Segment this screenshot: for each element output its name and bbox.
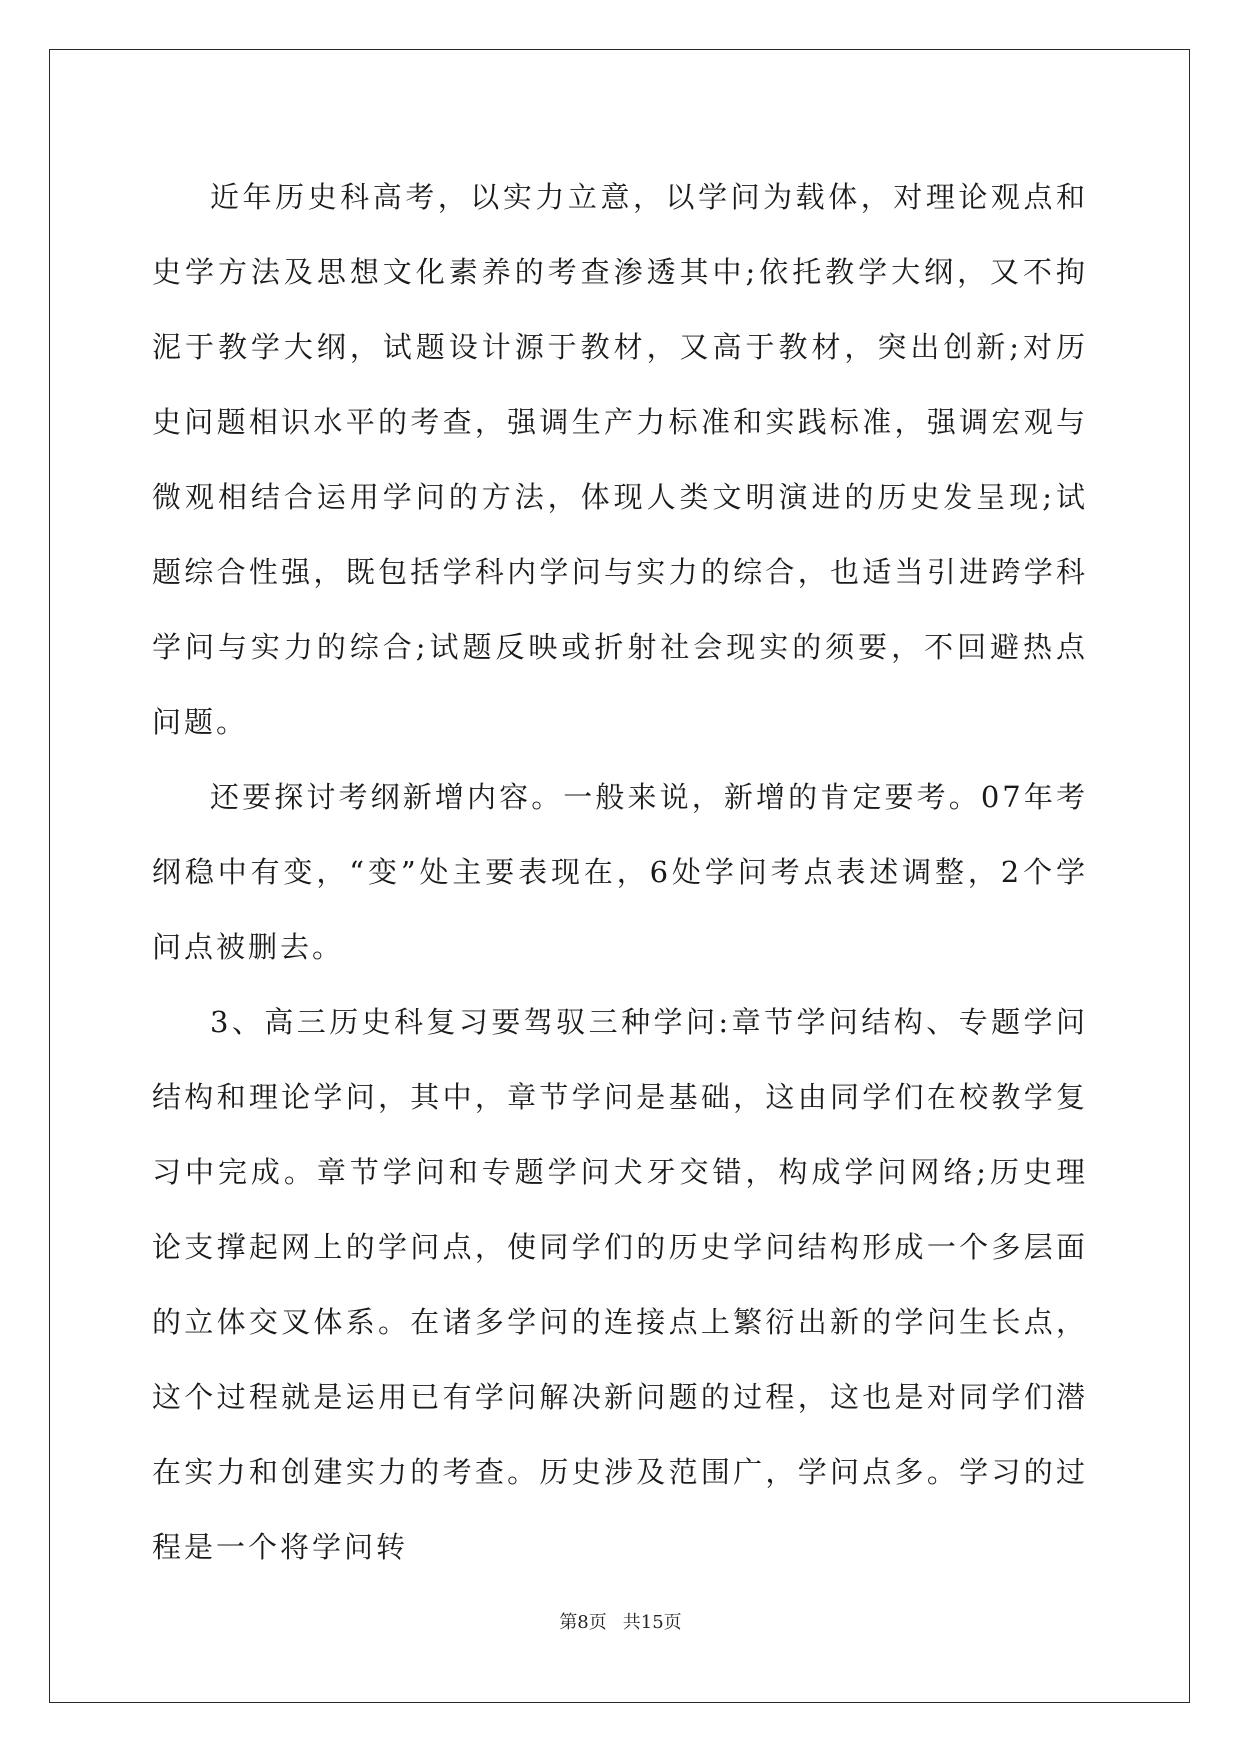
page-footer	[0, 1611, 1241, 1635]
document-body	[152, 160, 1088, 1585]
paragraph-2: 还要探讨考纲新增内容。一般来说，新增的肯定要考。07年考纲稳中有变，“变”处主要表现在，6处学问考点表述调整，2个学问点被删去。	[152, 780, 1088, 964]
page-total: 共15页	[622, 1612, 682, 1633]
paragraph-1: 近年历史科高考，以实力立意，以学问为载体，对理论观点和史学方法及思想文化素养的考查渗透其中;依托教学大纲，又不拘泥于教学大纲，试题设计源于教材，又高于教材，突出创新;对历史问题相识水平的考查，强调生产力标准和实践标准，强调宏观与微观相结合运用学问的方法，体现人类文明演进的历史发呈现;试题综合性强，既包括学科内学问与实力的综合，也适当引进跨学科学问与实力的综合;试题反映或折射社会现实的须要，不回避热点问题。	[152, 180, 1088, 739]
paragraph-3: 3、高三历史科复习要驾驭三种学问:章节学问结构、专题学问结构和理论学问，其中，章节学问是基础，这由同学们在校教学复习中完成。章节学问和专题学问犬牙交错，构成学问网络;历史理论支撑起网上的学问点，使同学们的历史学问结构形成一个多层面的立体交叉体系。在诸多学问的连接点上繁衍出新的学问生长点，这个过程就是运用已有学问解决新问题的过程，这也是对同学们潜在实力和创建实力的考查。历史涉及范围广，学问点多。学习的过程是一个将学问转	[152, 1005, 1088, 1564]
page-number: 第8页	[559, 1612, 607, 1633]
